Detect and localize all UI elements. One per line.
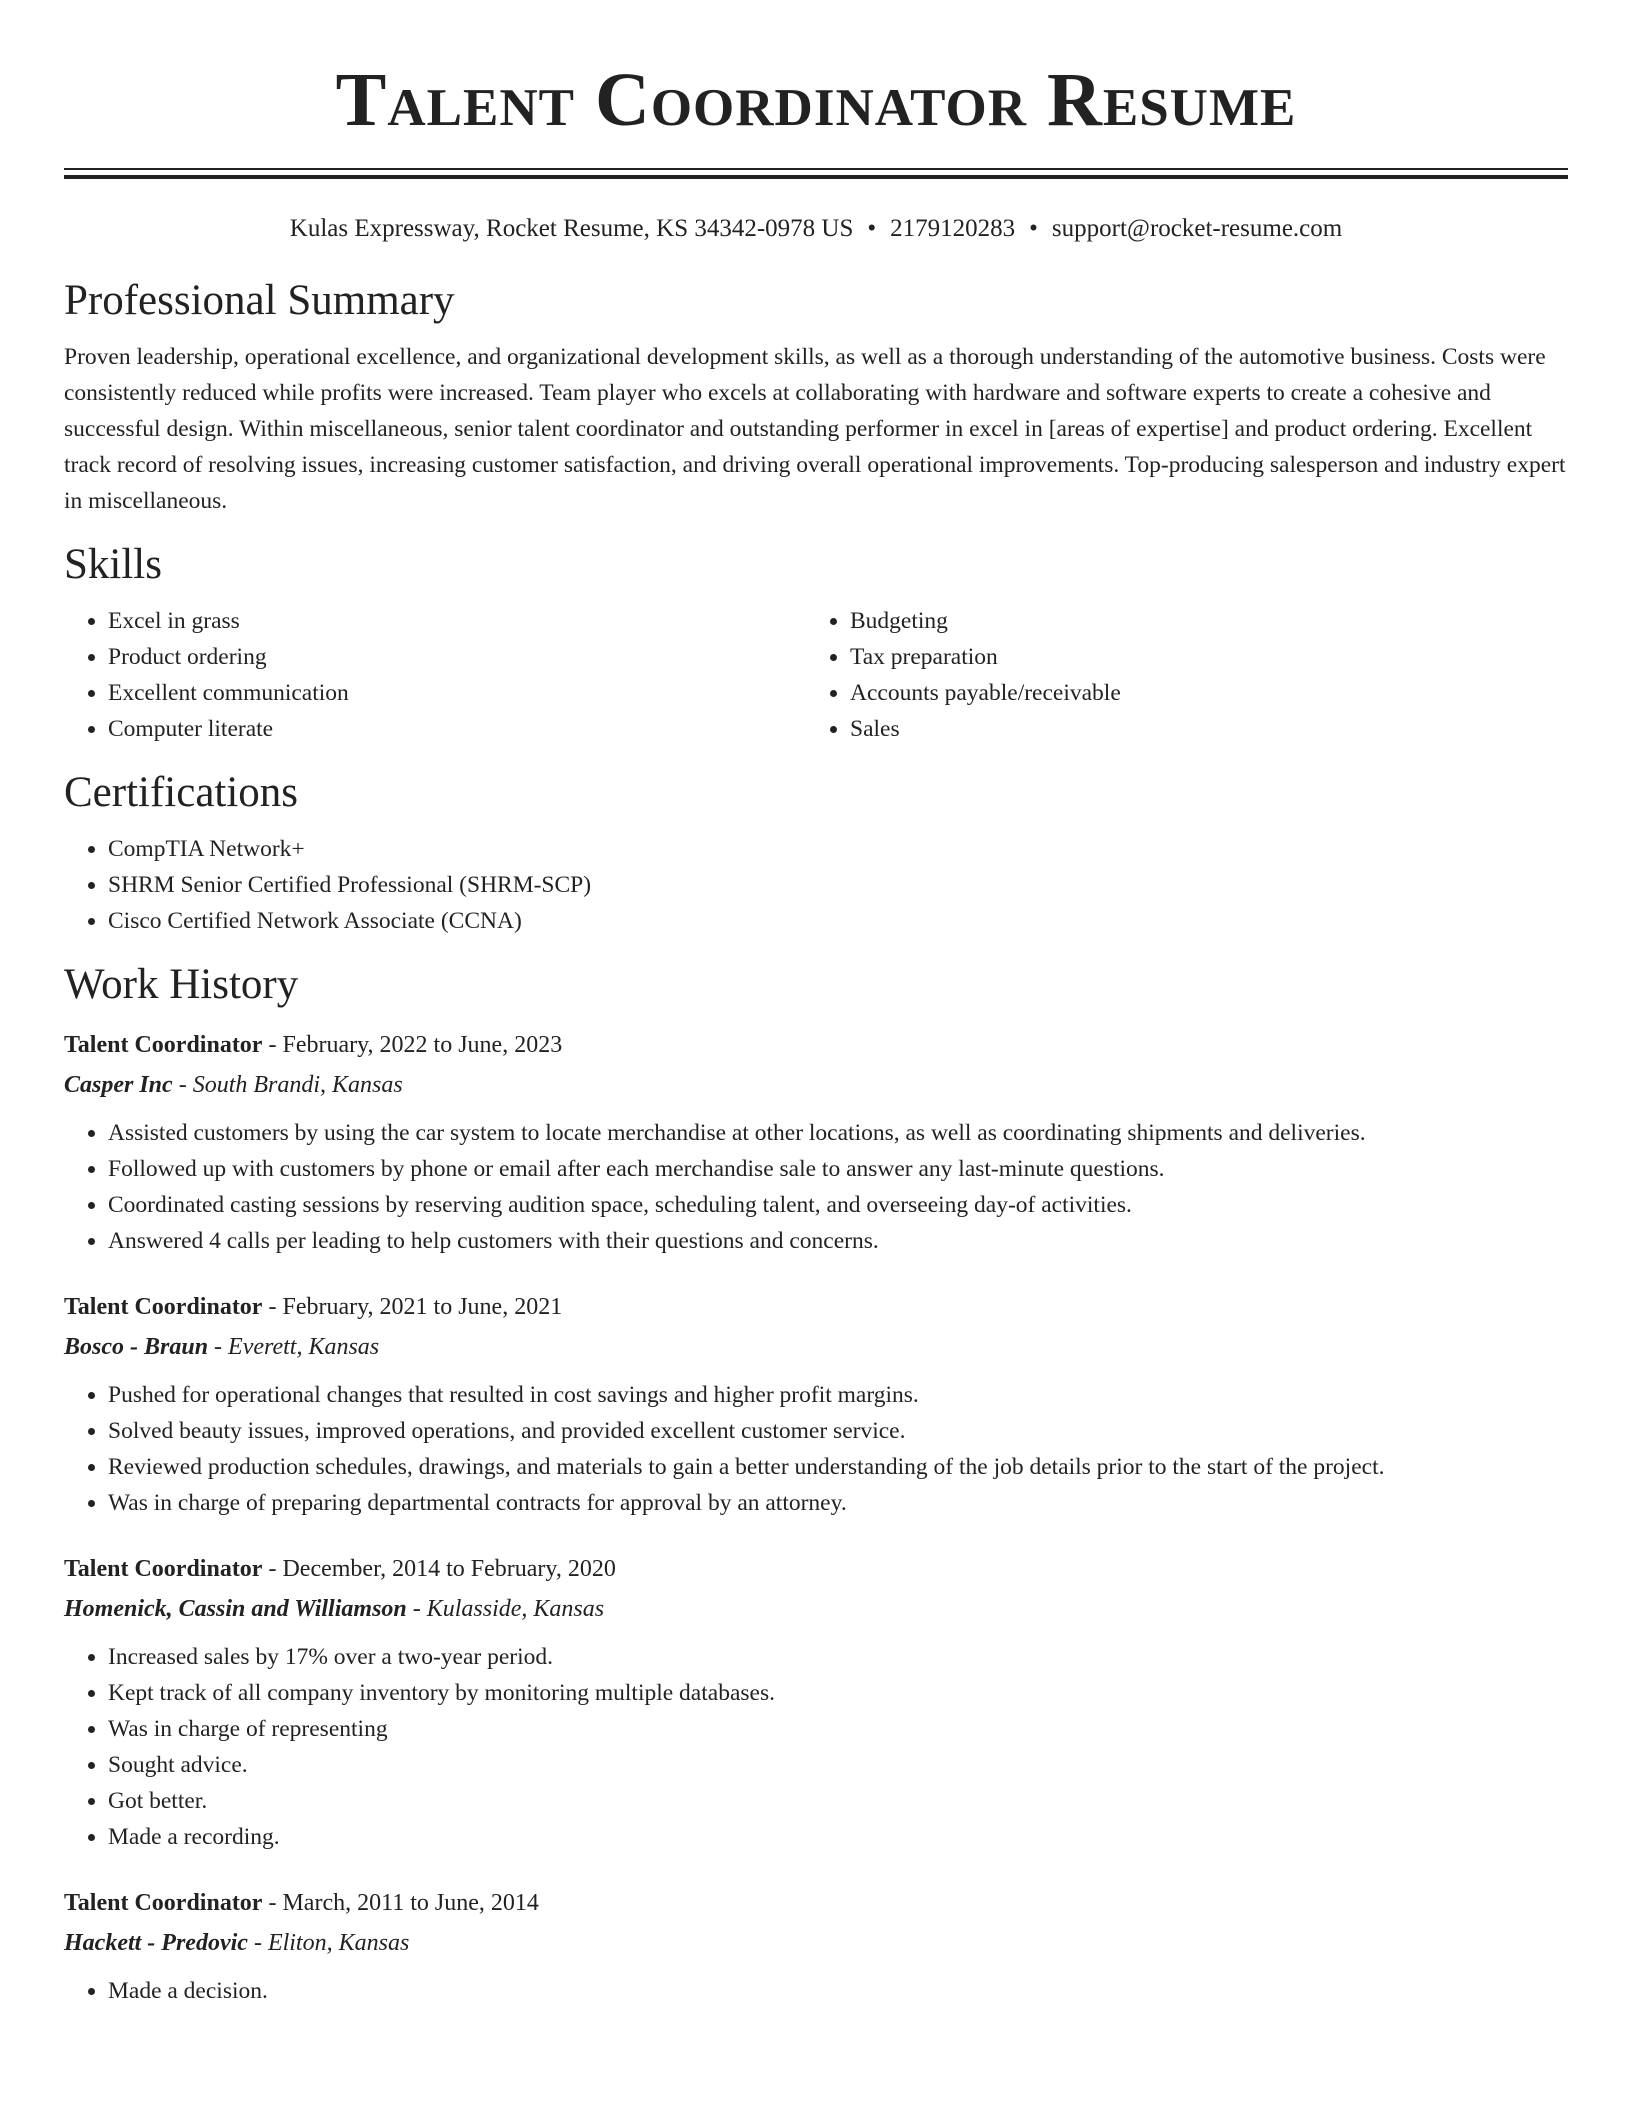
company-location: Everett, Kansas (228, 1334, 380, 1360)
job-bullets (64, 1639, 1568, 1855)
job-title: Talent Coordinator (64, 1556, 263, 1582)
list-item: • Sales (850, 711, 1548, 747)
company-location: South Brandi, Kansas (192, 1072, 403, 1098)
skills-grid (64, 603, 1568, 747)
contact-email: support@rocket-resume.com (1051, 215, 1343, 242)
job-bullets (64, 1973, 1568, 2009)
job-entry (64, 1883, 1568, 2009)
job-title-line: Talent Coordinator - March, 2011 to June, 2014 (64, 1890, 539, 1916)
list-item: • Budgeting (850, 603, 1548, 639)
list-item: • Made a recording. (108, 1819, 1568, 1855)
work-history-heading: Work History (64, 961, 299, 1008)
job-title: Talent Coordinator (64, 1032, 263, 1058)
list-item: • CompTIA Network+ (108, 831, 1568, 867)
job-dates: December, 2014 to February, 2020 (282, 1556, 616, 1582)
page-title: Talent Coordinator Resume (335, 58, 1297, 142)
contact-phone: 2179120283 (890, 215, 1016, 242)
job-dates: March, 2011 to June, 2014 (282, 1890, 539, 1916)
skills-list-right (806, 603, 1548, 747)
list-item: • Pushed for operational changes that resulted in cost savings and higher profit margins. (108, 1377, 1568, 1413)
list-item: • Followed up with customers by phone or email after each merchandise sale to answer any last-minute questions. (108, 1151, 1568, 1187)
job-bullets (64, 1115, 1568, 1259)
list-item: • Answered 4 calls per leading to help customers with their questions and concerns. (108, 1223, 1568, 1259)
contact-line (64, 213, 1568, 245)
contact-separator: • (867, 215, 877, 242)
company-line: Homenick, Cassin and Williamson - Kulasside, Kansas (64, 1596, 605, 1622)
skills-heading: Skills (64, 541, 162, 588)
skills-column-right (806, 603, 1548, 747)
job-title-line: Talent Coordinator - December, 2014 to February, 2020 (64, 1556, 616, 1582)
company-name: Casper Inc (64, 1072, 173, 1098)
list-item: • Product ordering (108, 639, 806, 675)
company-line: Casper Inc - South Brandi, Kansas (64, 1072, 403, 1098)
list-item: • Solved beauty issues, improved operations, and provided excellent customer service. (108, 1413, 1568, 1449)
list-item: • Accounts payable/receivable (850, 675, 1548, 711)
title-divider (64, 168, 1568, 179)
list-item: • Increased sales by 17% over a two-year period. (108, 1639, 1568, 1675)
job-title-line: Talent Coordinator - February, 2022 to June, 2023 (64, 1032, 563, 1058)
list-item: • Computer literate (108, 711, 806, 747)
certifications-list (64, 831, 1568, 939)
job-entry (64, 1287, 1568, 1521)
list-item: • Coordinated casting sessions by reserving audition space, scheduling talent, and overseeing day-of activities. (108, 1187, 1568, 1223)
list-item: • Got better. (108, 1783, 1568, 1819)
list-item: • Made a decision. (108, 1973, 1568, 2009)
job-title: Talent Coordinator (64, 1890, 263, 1916)
job-bullets (64, 1377, 1568, 1521)
list-item: • Reviewed production schedules, drawings, and materials to gain a better understanding of the job details prior to the start of the project. (108, 1449, 1568, 1485)
company-line: Hackett - Predovic - Eliton, Kansas (64, 1930, 410, 1956)
job-entry (64, 1549, 1568, 1855)
company-location: Kulasside, Kansas (426, 1596, 605, 1622)
list-item: • Sought advice. (108, 1747, 1568, 1783)
list-item: • Excel in grass (108, 603, 806, 639)
summary-heading: Professional Summary (64, 277, 455, 324)
list-item: • Kept track of all company inventory by monitoring multiple databases. (108, 1675, 1568, 1711)
list-item: • Assisted customers by using the car system to locate merchandise at other locations, as well as coordinating shipments and deliveries. (108, 1115, 1568, 1151)
list-item: • SHRM Senior Certified Professional (SHRM-SCP) (108, 867, 1568, 903)
list-item: • Was in charge of preparing departmental contracts for approval by an attorney. (108, 1485, 1568, 1521)
job-title: Talent Coordinator (64, 1294, 263, 1320)
job-entry (64, 1025, 1568, 1259)
company-line: Bosco - Braun - Everett, Kansas (64, 1334, 380, 1360)
job-dates: February, 2021 to June, 2021 (282, 1294, 563, 1320)
contact-separator: • (1029, 215, 1038, 242)
job-title-line: Talent Coordinator - February, 2021 to June, 2021 (64, 1294, 563, 1320)
list-item: • Excellent communication (108, 675, 806, 711)
list-item: • Tax preparation (850, 639, 1548, 675)
certifications-heading: Certifications (64, 769, 299, 816)
skills-list-left (64, 603, 806, 747)
skills-column-left (64, 603, 806, 747)
list-item: • Was in charge of representing (108, 1711, 1568, 1747)
contact-address: Kulas Expressway, Rocket Resume, KS 34342-0978 US (289, 215, 854, 242)
company-location: Eliton, Kansas (267, 1930, 410, 1956)
list-item: • Cisco Certified Network Associate (CCNA) (108, 903, 1568, 939)
company-name: Bosco - Braun (64, 1334, 209, 1360)
company-name: Hackett - Predovic (64, 1930, 248, 1956)
company-name: Homenick, Cassin and Williamson (64, 1596, 407, 1622)
summary-text: Proven leadership, operational excellence, and organizational development skills, as well as a thorough understanding of the automotive business. Costs were consistently reduced while profits were increased. Team player who excels at collaborating with hardware and software experts to create a cohesive and successful design. Within miscellaneous, senior talent coordinator and outstanding performer in excel in [areas of expertise] and product ordering. Excellent track record of resolving issues, increasing customer satisfaction, and driving overall operational improvements. Top-producing salesperson and industry expert in miscellaneous. (64, 344, 1566, 514)
job-dates: February, 2022 to June, 2023 (282, 1032, 563, 1058)
